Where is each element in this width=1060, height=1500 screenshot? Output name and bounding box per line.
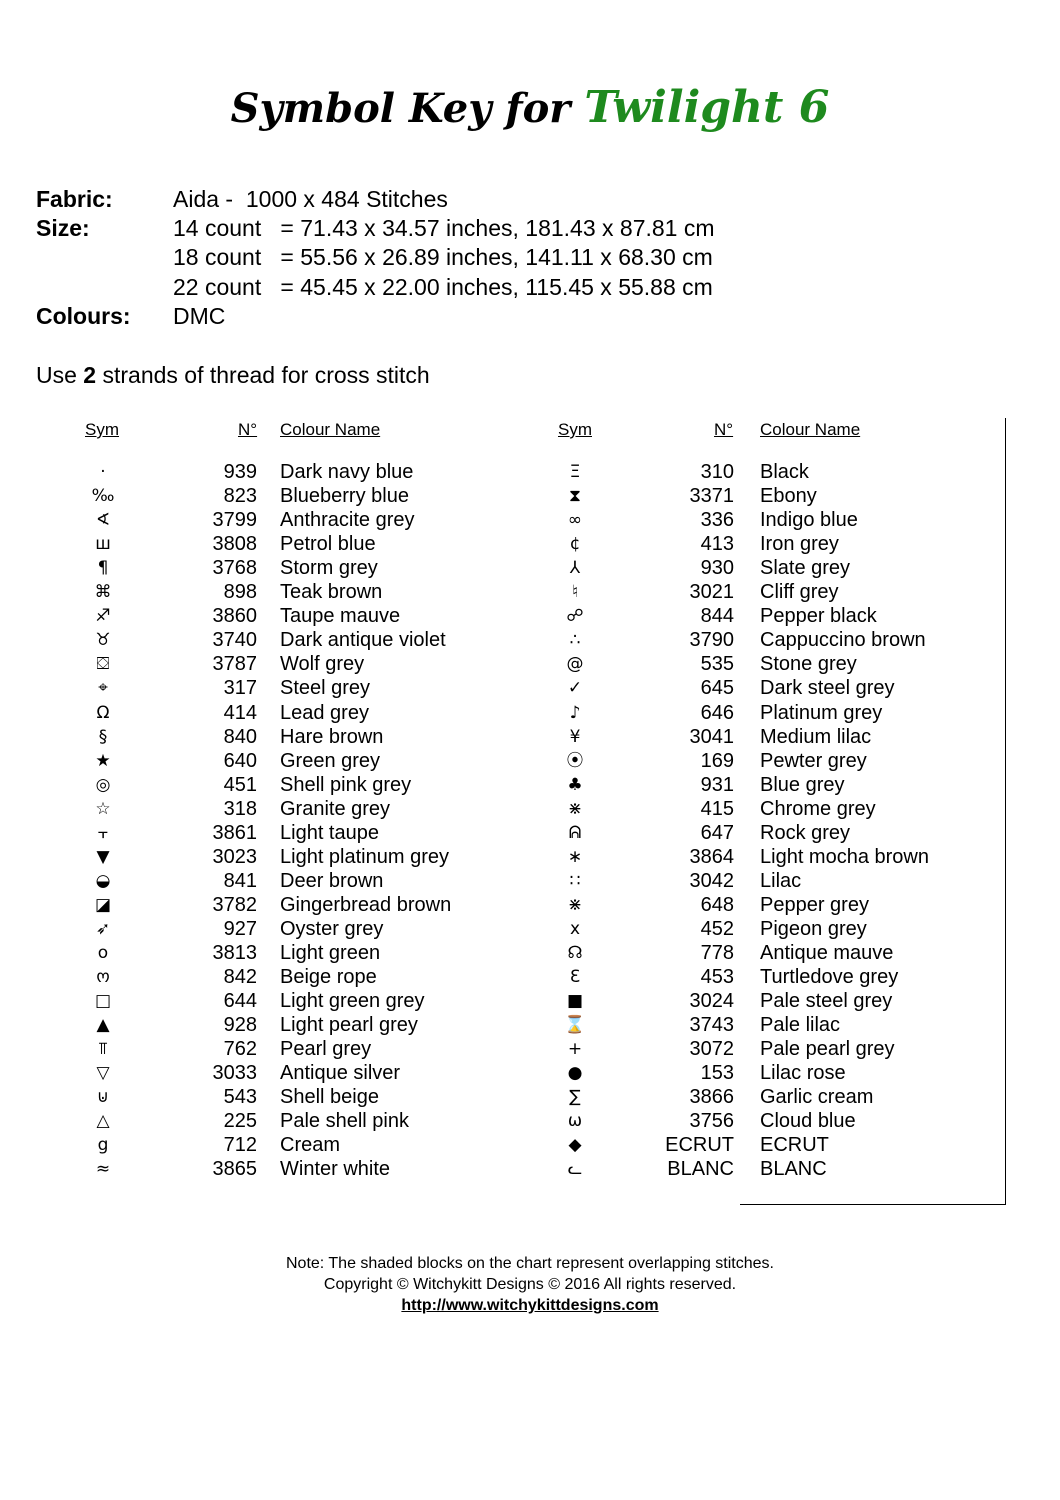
symbol-icon: ᕱ	[568, 822, 582, 843]
dmc-number: 3041	[689, 725, 734, 748]
symbol-icon: ∴	[569, 630, 581, 651]
symbol-icon: ⌛	[564, 1015, 586, 1036]
dmc-number: 3021	[689, 581, 734, 604]
symbol-icon: ш	[95, 534, 111, 555]
symbol-icon: ∗	[567, 846, 583, 867]
symbol-icon: ♮	[571, 582, 579, 603]
symbol-icon: ☆	[95, 798, 111, 819]
header-colour-name: Colour Name	[760, 420, 861, 439]
symbol-icon: ☊	[567, 943, 583, 963]
colour-name: Petrol blue	[280, 533, 376, 556]
symbol-icon: x	[569, 918, 581, 939]
colour-name: Blueberry blue	[280, 485, 409, 508]
symbol-icon: ≈	[95, 1159, 111, 1180]
colour-name: Dark navy blue	[280, 461, 414, 483]
symbol-icon: ✓	[567, 678, 583, 699]
dmc-number: 3024	[689, 990, 734, 1013]
colour-name: Winter white	[280, 1158, 391, 1181]
colour-name: Slate grey	[760, 557, 851, 580]
page-title	[0, 82, 1060, 133]
dmc-number: 3787	[212, 653, 257, 676]
dmc-number: 414	[223, 701, 257, 724]
colour-name: Dark antique violet	[280, 629, 446, 652]
symbol-icon: ➶	[95, 918, 111, 939]
dmc-number: 317	[223, 677, 257, 700]
header-num: N°	[714, 420, 734, 439]
colour-name: Rock grey	[760, 821, 851, 844]
symbol-icon: §	[98, 726, 108, 747]
table-border-right	[1005, 418, 1006, 1205]
dmc-number: 939	[223, 461, 257, 483]
dmc-number: 3782	[212, 893, 257, 916]
symbol-icon: ⫪	[98, 1039, 108, 1060]
dmc-number: 644	[223, 990, 257, 1013]
colour-name: Light platinum grey	[280, 845, 449, 868]
symbol-icon: ⅄	[569, 558, 581, 579]
dmc-number: 646	[700, 701, 734, 724]
table-border-bottom	[740, 1204, 1006, 1205]
dmc-number: 3023	[212, 845, 257, 868]
colours-label: Colours:	[36, 303, 131, 329]
colour-name: Ebony	[760, 485, 817, 508]
symbol-icon: ·	[100, 462, 106, 482]
colour-name: Wolf grey	[280, 653, 365, 676]
symbol-icon: ♉	[95, 630, 111, 651]
dmc-number: BLANC	[667, 1158, 734, 1181]
dmc-number: 3860	[212, 605, 257, 628]
dmc-number: 3864	[689, 845, 734, 868]
colour-name: Anthracite grey	[280, 509, 415, 532]
size-line: 14 count = 71.43 x 34.57 inches, 181.43 x 87.81 cm	[173, 215, 715, 241]
colour-name: Shell pink grey	[280, 773, 412, 796]
symbol-icon: g	[97, 1135, 109, 1156]
dmc-number: 648	[700, 893, 734, 916]
dmc-number: 535	[700, 653, 734, 676]
symbol-icon: ∑	[569, 1087, 581, 1108]
dmc-number: 3072	[689, 1038, 734, 1061]
dmc-number: 336	[700, 509, 734, 532]
dmc-number: 543	[223, 1086, 257, 1109]
colour-name: Cloud blue	[760, 1110, 856, 1133]
dmc-number: 452	[700, 917, 734, 940]
dmc-number: 645	[700, 677, 734, 700]
colour-name: Hare brown	[280, 725, 384, 748]
symbol-icon: ⧗	[569, 486, 581, 507]
dmc-number: 844	[700, 605, 734, 628]
colour-name: Teak brown	[280, 581, 383, 604]
symbol-icon: ◎	[95, 774, 111, 795]
symbol-icon: ⊍	[96, 1087, 110, 1108]
colour-name: Oyster grey	[280, 917, 384, 940]
symbol-icon: ◪	[94, 894, 112, 915]
strands-before: Use	[36, 362, 84, 388]
colour-name: Lead grey	[280, 701, 369, 724]
colour-name: Platinum grey	[760, 701, 883, 724]
dmc-number: 712	[223, 1134, 257, 1157]
colour-name: Storm grey	[280, 557, 378, 580]
footer-url-row	[0, 1295, 1060, 1316]
symbol-icon: ¢	[569, 534, 581, 555]
symbol-icon: ⌘	[94, 582, 112, 603]
symbol-icon: ⫟	[97, 822, 109, 843]
colour-name: Cappuccino brown	[760, 629, 926, 652]
colour-name: Pigeon grey	[760, 917, 867, 940]
colour-name: Turtledove grey	[760, 966, 899, 989]
fabric-label: Fabric:	[36, 186, 113, 212]
symbol-icon: ▼	[96, 846, 110, 867]
colour-name: Lilac rose	[760, 1062, 846, 1085]
dmc-number: 931	[700, 773, 734, 796]
symbol-icon: ∷	[569, 870, 581, 891]
colour-name: Light pearl grey	[280, 1014, 418, 1037]
colour-name: Steel grey	[280, 677, 371, 700]
dmc-number: 841	[223, 869, 257, 892]
symbol-icon: Ω	[96, 702, 110, 723]
header-sym: Sym	[558, 420, 592, 439]
symbol-icon: ♪	[569, 702, 581, 723]
dmc-number: ECRUT	[665, 1134, 734, 1157]
dmc-number: 3033	[212, 1062, 257, 1085]
colour-name: Cliff grey	[760, 581, 839, 604]
symbol-icon: ⦿	[566, 750, 584, 771]
colour-name: Dark steel grey	[760, 677, 895, 700]
colour-name: Pale shell pink	[280, 1110, 409, 1133]
symbol-icon: □	[94, 991, 112, 1012]
symbol-icon: ★	[95, 750, 111, 771]
dmc-number: 310	[700, 461, 734, 483]
symbol-icon: ¥	[569, 726, 581, 747]
dmc-number: 3808	[212, 533, 257, 556]
dmc-number: 927	[223, 917, 257, 940]
strands-instruction	[36, 360, 430, 390]
symbol-icon: o	[97, 943, 109, 963]
symbol-icon: ▲	[96, 1015, 110, 1036]
symbol-icon: ∞	[567, 510, 583, 531]
colour-name: Pale lilac	[760, 1014, 841, 1037]
dmc-number: 930	[700, 557, 734, 580]
colour-name: Light mocha brown	[760, 845, 929, 868]
dmc-number: 647	[700, 821, 734, 844]
colour-name: Medium lilac	[760, 725, 872, 748]
colour-name: Stone grey	[760, 653, 857, 676]
colour-name: Iron grey	[760, 533, 839, 556]
colour-name: Light green grey	[280, 990, 425, 1013]
website-link[interactable]: http://www.witchykittdesigns.com	[401, 1297, 659, 1314]
header-sym: Sym	[85, 420, 119, 439]
dmc-number: 3866	[689, 1086, 734, 1109]
symbol-icon: △	[96, 1111, 110, 1132]
colour-name: BLANC	[760, 1158, 827, 1181]
dmc-number: 3799	[212, 509, 257, 532]
symbol-icon: ▽	[96, 1063, 110, 1084]
colour-name: Deer brown	[280, 869, 384, 892]
colour-name: Pepper black	[760, 605, 877, 628]
symbol-icon: ∢	[95, 510, 111, 531]
dmc-number: 3740	[212, 629, 257, 652]
dmc-number: 453	[700, 966, 734, 989]
colour-name: Chrome grey	[760, 797, 876, 820]
symbol-icon: ■	[566, 991, 584, 1012]
dmc-number: 318	[223, 797, 257, 820]
colour-name: Pearl grey	[280, 1038, 372, 1061]
symbol-icon: ‰	[91, 486, 115, 507]
title-prefix: Symbol Key for	[230, 85, 571, 132]
dmc-number: 3861	[212, 821, 257, 844]
symbol-icon: ◒	[95, 870, 111, 891]
symbol-icon: ⛋	[96, 654, 110, 675]
colour-name: ECRUT	[760, 1134, 829, 1157]
dmc-number: 778	[700, 942, 734, 964]
strands-count: 2	[83, 362, 97, 388]
symbol-icon: ᓚ	[567, 1159, 583, 1180]
dmc-number: 640	[223, 749, 257, 772]
dmc-number: 3790	[689, 629, 734, 652]
symbol-icon: ◆	[568, 1135, 582, 1156]
fabric-value: Aida - 1000 x 484 Stitches	[173, 186, 448, 212]
strands-after: strands of thread for cross stitch	[96, 362, 430, 388]
colour-name: Granite grey	[280, 797, 391, 820]
colour-name: Garlic cream	[760, 1086, 874, 1109]
pattern-name: Twilight 6	[584, 82, 830, 133]
colours-value: DMC	[173, 303, 226, 329]
symbol-icon: Ξ	[569, 462, 581, 482]
dmc-number: 3042	[689, 869, 734, 892]
colour-name: Lilac	[760, 869, 802, 892]
dmc-number: 3768	[212, 557, 257, 580]
dmc-number: 413	[700, 533, 734, 556]
dmc-number: 225	[223, 1110, 257, 1133]
dmc-number: 153	[700, 1062, 734, 1085]
colour-name: Gingerbread brown	[280, 893, 452, 916]
dmc-number: 898	[223, 581, 257, 604]
symbol-icon: ♣	[567, 774, 583, 795]
colour-name: Blue grey	[760, 773, 845, 796]
dmc-number: 3743	[689, 1014, 734, 1037]
dmc-number: 3371	[689, 485, 734, 508]
colour-name: Cream	[280, 1134, 341, 1157]
colour-name: Indigo blue	[760, 509, 858, 532]
dmc-number: 823	[223, 485, 257, 508]
dmc-number: 3756	[689, 1110, 734, 1133]
symbol-icon: ¶	[97, 558, 109, 579]
colour-name: Antique silver	[280, 1062, 401, 1085]
symbol-icon: Ɛ	[569, 967, 581, 988]
symbol-icon: ო	[96, 967, 110, 988]
symbol-icon: ⋇	[567, 894, 583, 915]
dmc-number: 451	[223, 773, 257, 796]
symbol-icon: ⌖	[98, 678, 108, 699]
size-line: 22 count = 45.45 x 22.00 inches, 115.45 x 55.88 cm	[173, 274, 713, 300]
size-line: 18 count = 55.56 x 26.89 inches, 141.11 x 68.30 cm	[173, 244, 713, 270]
colour-name: Pale pearl grey	[760, 1038, 895, 1061]
footer-note: Note: The shaded blocks on the chart represent overlapping stitches.	[286, 1255, 774, 1272]
symbol-icon: ☍	[566, 606, 584, 627]
symbol-icon: ●	[567, 1063, 583, 1084]
colour-name: Antique mauve	[760, 942, 894, 964]
dmc-number: 3865	[212, 1158, 257, 1181]
header-num: N°	[238, 420, 258, 439]
symbol-icon: @	[566, 654, 584, 675]
symbol-icon: ω	[567, 1111, 583, 1132]
dmc-number: 3813	[212, 942, 257, 964]
symbol-icon: ♐	[95, 606, 111, 627]
colour-name: Light green	[280, 942, 381, 964]
colour-name: Black	[760, 461, 809, 483]
dmc-number: 762	[223, 1038, 257, 1061]
colour-name: Pepper grey	[760, 893, 869, 916]
colour-name: Pewter grey	[760, 749, 867, 772]
dmc-number: 169	[700, 749, 734, 772]
header-colour-name: Colour Name	[280, 420, 381, 439]
dmc-number: 928	[223, 1014, 257, 1037]
colour-name: Shell beige	[280, 1086, 379, 1109]
symbol-icon: ⋇	[567, 798, 583, 819]
footer-copyright: Copyright © Witchykitt Designs © 2016 All rights reserved.	[323, 1276, 737, 1293]
dmc-number: 842	[223, 966, 257, 989]
colour-name: Light taupe	[280, 821, 379, 844]
dmc-number: 840	[223, 725, 257, 748]
colour-name: Pale steel grey	[760, 990, 893, 1013]
colour-name: Taupe mauve	[280, 605, 401, 628]
symbol-icon: +	[567, 1039, 583, 1060]
colour-name: Green grey	[280, 749, 381, 772]
size-label: Size:	[36, 215, 90, 241]
colour-name: Beige rope	[280, 966, 377, 989]
dmc-number: 415	[700, 797, 734, 820]
